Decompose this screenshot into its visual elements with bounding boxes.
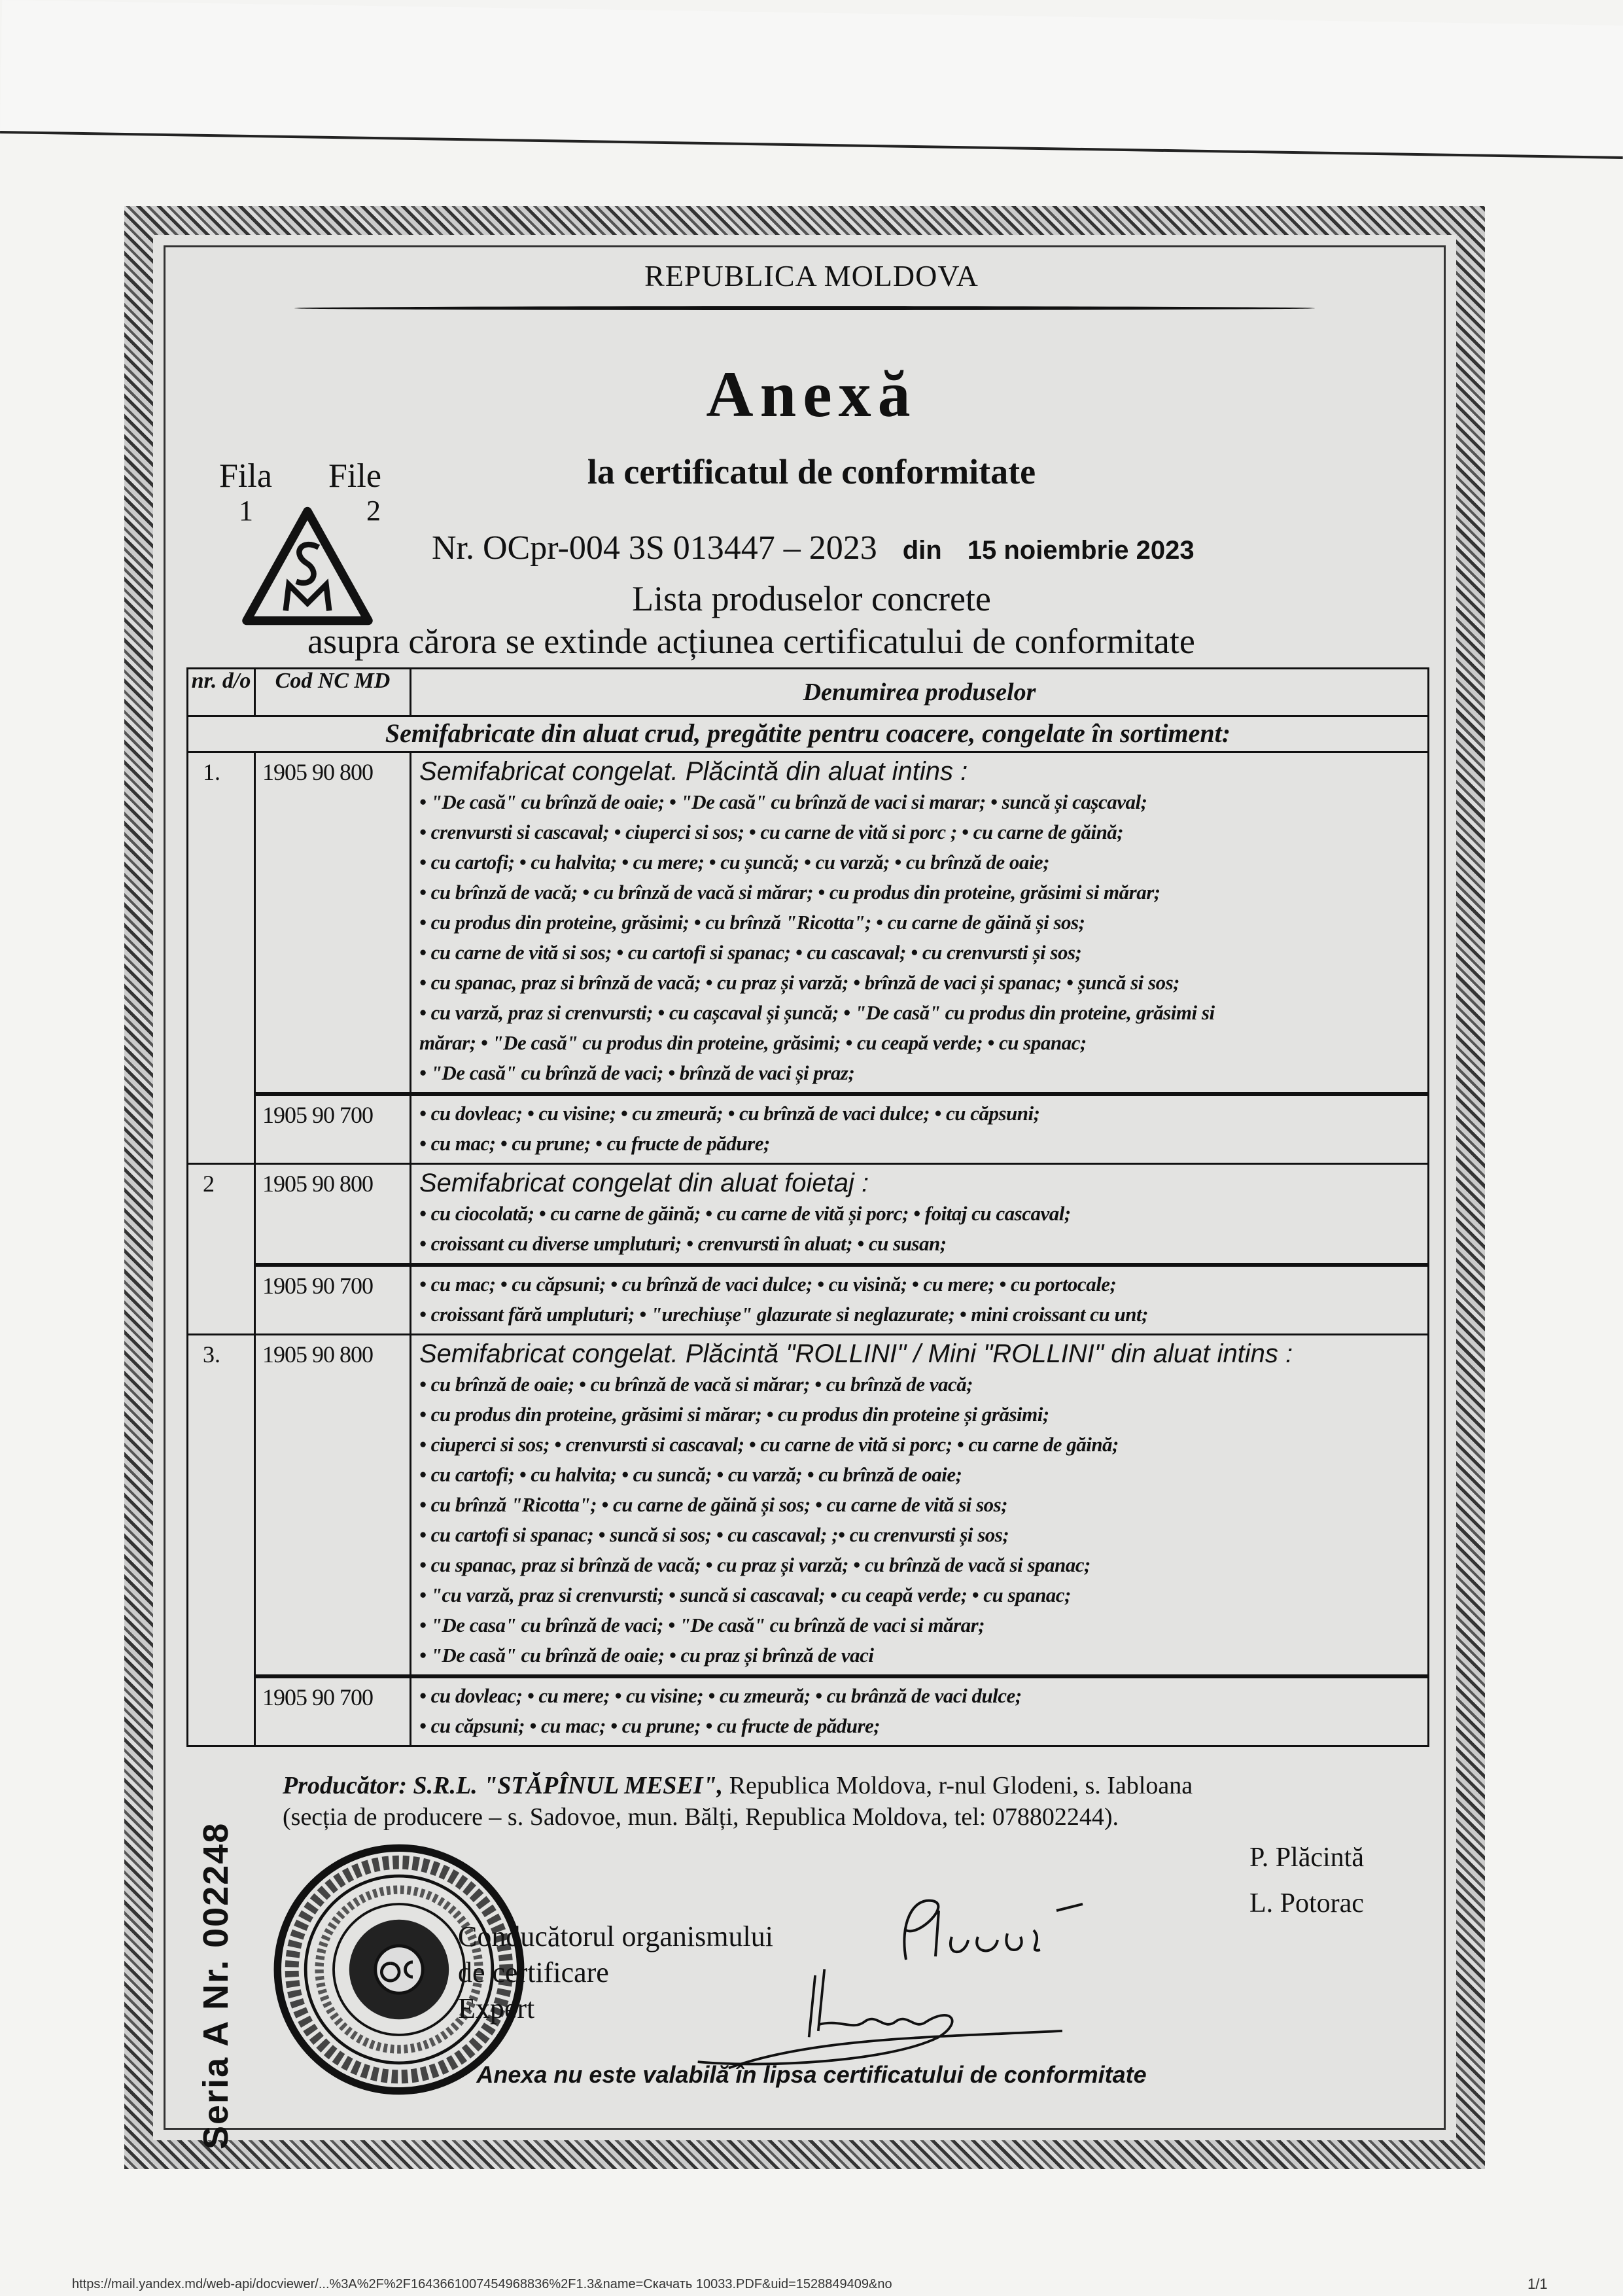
fila-label: Fila (219, 457, 272, 495)
certificate-date: 15 noiembrie 2023 (967, 536, 1195, 565)
document-title: Anexă (706, 358, 917, 431)
certificate-number: Nr. OCpr-004 3S 013447 – 2023 (432, 529, 877, 567)
product-description (411, 1335, 1429, 1677)
nc-md-code: 1905 90 700 (255, 1265, 411, 1335)
nc-md-code: 1905 90 700 (255, 1676, 411, 1746)
product-group-title: Semifabricat congelat. Plăcintă "ROLLINI" / Mini "ROLLINI" din aluat intins : (419, 1339, 1293, 1368)
product-variant-line: • ciuperci si sos; • crenvursti si cascaval; • cu carne de vită si porc; • cu carne de găină; (419, 1433, 1119, 1456)
product-variant-line: • cu dovleac; • cu mere; • cu visine; • cu zmeură; • cu brânză de vaci dulce; (419, 1684, 1022, 1707)
product-variant-line: • crenvursti si cascaval; • ciuperci si sos; • cu carne de vită si porc ; • cu carne de găină; (419, 821, 1124, 843)
product-variant-line: • cu mac; • cu prune; • cu fructe de pădure; (419, 1132, 770, 1155)
products-table (186, 667, 1429, 1747)
signature-2-icon (680, 1963, 1086, 2074)
product-description (411, 1676, 1429, 1746)
signature-1-icon (880, 1884, 1102, 1969)
producer-label: Producător: (283, 1772, 407, 1799)
product-variant-line: • cu spanac, praz si brînză de vacă; • cu praz și varză; • cu brînză de vacă si spanac; (419, 1553, 1091, 1576)
product-variant-line: • croissant fără umpluturi; • "urechiușe" glazurate si neglazurate; • mini croissant cu unt; (419, 1303, 1148, 1326)
section-title: Semifabricate din aluat crud, pregătite pentru coacere, congelate în sortiment: (188, 716, 1429, 752)
product-description (411, 1265, 1429, 1335)
scanned-paper-strip (0, 0, 1623, 159)
browser-print-url: https://mail.yandex.md/web-api/docviewer/...%3A%2F%2F1643661007454968836%2F1.3&name=Скачать 10033.PDF&uid=1528849409&no (72, 2277, 892, 2291)
producer-address: Republica Moldova, r-nul Glodeni, s. Iabloana (729, 1772, 1193, 1799)
producer-name: S.R.L. "STĂPÎNUL MESEI", (413, 1772, 724, 1799)
section-row (188, 716, 1429, 752)
table-row (188, 1265, 1429, 1335)
col-cod-header: Cod NC MD (255, 669, 411, 716)
serial-number: Seria A Nr. 002248 (196, 1822, 236, 2149)
product-variant-line: • "De casă" cu brînză de vaci; • brînză de vaci și praz; (419, 1061, 855, 1084)
product-variant-line: • cu brînză de vacă; • cu brînză de vacă si mărar; • cu produs din proteine, grăsimi si mărar; (419, 881, 1161, 904)
table-row (188, 1676, 1429, 1746)
product-variant-line: • cu produs din proteine, grăsimi; • cu brînză "Ricotta"; • cu carne de găină și sos; (419, 911, 1085, 934)
signatory-role-2: de certificare (458, 1956, 609, 1988)
signatory-role-1: Conducătorul organismului (458, 1920, 773, 1952)
product-variant-line: • cu dovleac; • cu visine; • cu zmeură; • cu brînză de vaci dulce; • cu căpsuni; (419, 1102, 1040, 1125)
product-description (411, 1094, 1429, 1164)
nc-md-code: 1905 90 800 (255, 1164, 411, 1265)
heading-divider (294, 306, 1315, 310)
product-description (411, 1164, 1429, 1265)
product-variant-line: • croissant cu diverse umpluturi; • crenvursti în aluat; • cu susan; (419, 1232, 947, 1255)
product-variant-line: • "De casă" cu brînză de oaie; • "De casă" cu brînză de vaci si marar; • suncă și cașcaval; (419, 790, 1147, 813)
list-title-2: asupra cărora se extinde acțiunea certificatului de conformitate (307, 622, 1195, 661)
product-variant-line: • cu mac; • cu căpsuni; • cu brînză de vaci dulce; • cu visină; • cu mere; • cu portocale; (419, 1273, 1117, 1296)
country-heading: REPUBLICA MOLDOVA (644, 259, 979, 292)
document-subtitle: la certificatul de conformitate (587, 452, 1036, 491)
row-number: 3. (188, 1335, 255, 1746)
col-denumire-header: Denumirea produselor (411, 669, 1429, 716)
list-title-1: Lista produselor concrete (632, 579, 991, 618)
table-row (188, 752, 1429, 1095)
product-group-title: Semifabricat congelat din aluat foietaj : (419, 1169, 869, 1197)
product-variant-line: • cu cartofi; • cu halvita; • cu mere; • cu șuncă; • cu varză; • cu brînză de oaie; (419, 851, 1050, 874)
validity-footnote: Anexa nu este valabilă în lipsa certificatului de conformitate (476, 2061, 1147, 2088)
row-number: 1. (188, 752, 255, 1164)
producer-line2: (secția de producere – s. Sadovoe, mun. Bălți, Republica Moldova, tel: 078802244). (283, 1803, 1119, 1831)
din-label: din (902, 536, 942, 565)
product-variant-line: • cu căpsuni; • cu mac; • cu prune; • cu fructe de pădure; (419, 1714, 881, 1737)
product-variant-line: • cu ciocolată; • cu carne de găină; • cu carne de vită și porc; • foitaj cu cascaval; (419, 1202, 1071, 1225)
product-variant-line: • cu varză, praz si crenvursti; • cu cașcaval și șuncă; • "De casă" cu produs din proteine, grăsimi si (419, 1001, 1215, 1024)
file-value: 2 (366, 495, 381, 527)
nc-md-code: 1905 90 800 (255, 752, 411, 1095)
product-variant-line: mărar; • "De casă" cu produs din proteine, grăsimi; • cu ceapă verde; • cu spanac; (419, 1031, 1087, 1054)
signatory-name-1: P. Plăcintă (1249, 1843, 1364, 1873)
product-variant-line: • cu brînză "Ricotta"; • cu carne de găină și sos; • cu carne de vită si sos; (419, 1493, 1008, 1516)
fila-value: 1 (239, 495, 253, 527)
producer-info (283, 1770, 1193, 1833)
nc-md-code: 1905 90 700 (255, 1094, 411, 1164)
col-nr-header: nr. d/o (188, 669, 255, 716)
table-row (188, 1164, 1429, 1265)
product-variant-line: • cu brînză de oaie; • cu brînză de vacă si mărar; • cu brînză de vacă; (419, 1373, 973, 1396)
browser-print-page: 1/1 (1527, 2276, 1548, 2292)
row-number: 2 (188, 1164, 255, 1335)
product-description (411, 752, 1429, 1095)
product-variant-line: • "cu varză, praz si crenvursti; • suncă si cascaval; • cu ceapă verde; • cu spanac; (419, 1583, 1071, 1606)
signatory-role-3: Expert (458, 1992, 535, 2024)
product-variant-line: • cu carne de vită si sos; • cu cartofi si spanac; • cu cascaval; • cu crenvursti și sos; (419, 941, 1082, 964)
product-variant-line: • "De casă" cu brînză de oaie; • cu praz și brînză de vaci (419, 1644, 874, 1667)
file-label: File (328, 457, 381, 495)
table-row (188, 1335, 1429, 1677)
nc-md-code: 1905 90 800 (255, 1335, 411, 1677)
signatory-name-2: L. Potorac (1249, 1888, 1364, 1918)
product-group-title: Semifabricat congelat. Plăcintă din aluat intins : (419, 757, 968, 786)
product-variant-line: • "De casa" cu brînză de vaci; • "De casă" cu brînză de vaci si mărar; (419, 1614, 985, 1636)
product-variant-line: • cu spanac, praz si brînză de vacă; • cu praz și varză; • brînză de vaci și spanac; • șuncă si sos; (419, 971, 1179, 994)
product-variant-line: • cu produs din proteine, grăsimi si mărar; • cu produs din proteine și grăsimi; (419, 1403, 1049, 1426)
table-row (188, 1094, 1429, 1164)
table-header-row (188, 669, 1429, 716)
product-variant-line: • cu cartofi si spanac; • suncă si sos; • cu cascaval; ;• cu crenvursti și sos; (419, 1523, 1009, 1546)
product-variant-line: • cu cartofi; • cu halvita; • cu suncă; • cu varză; • cu brînză de oaie; (419, 1463, 962, 1486)
certificate-number-line (432, 529, 1195, 567)
